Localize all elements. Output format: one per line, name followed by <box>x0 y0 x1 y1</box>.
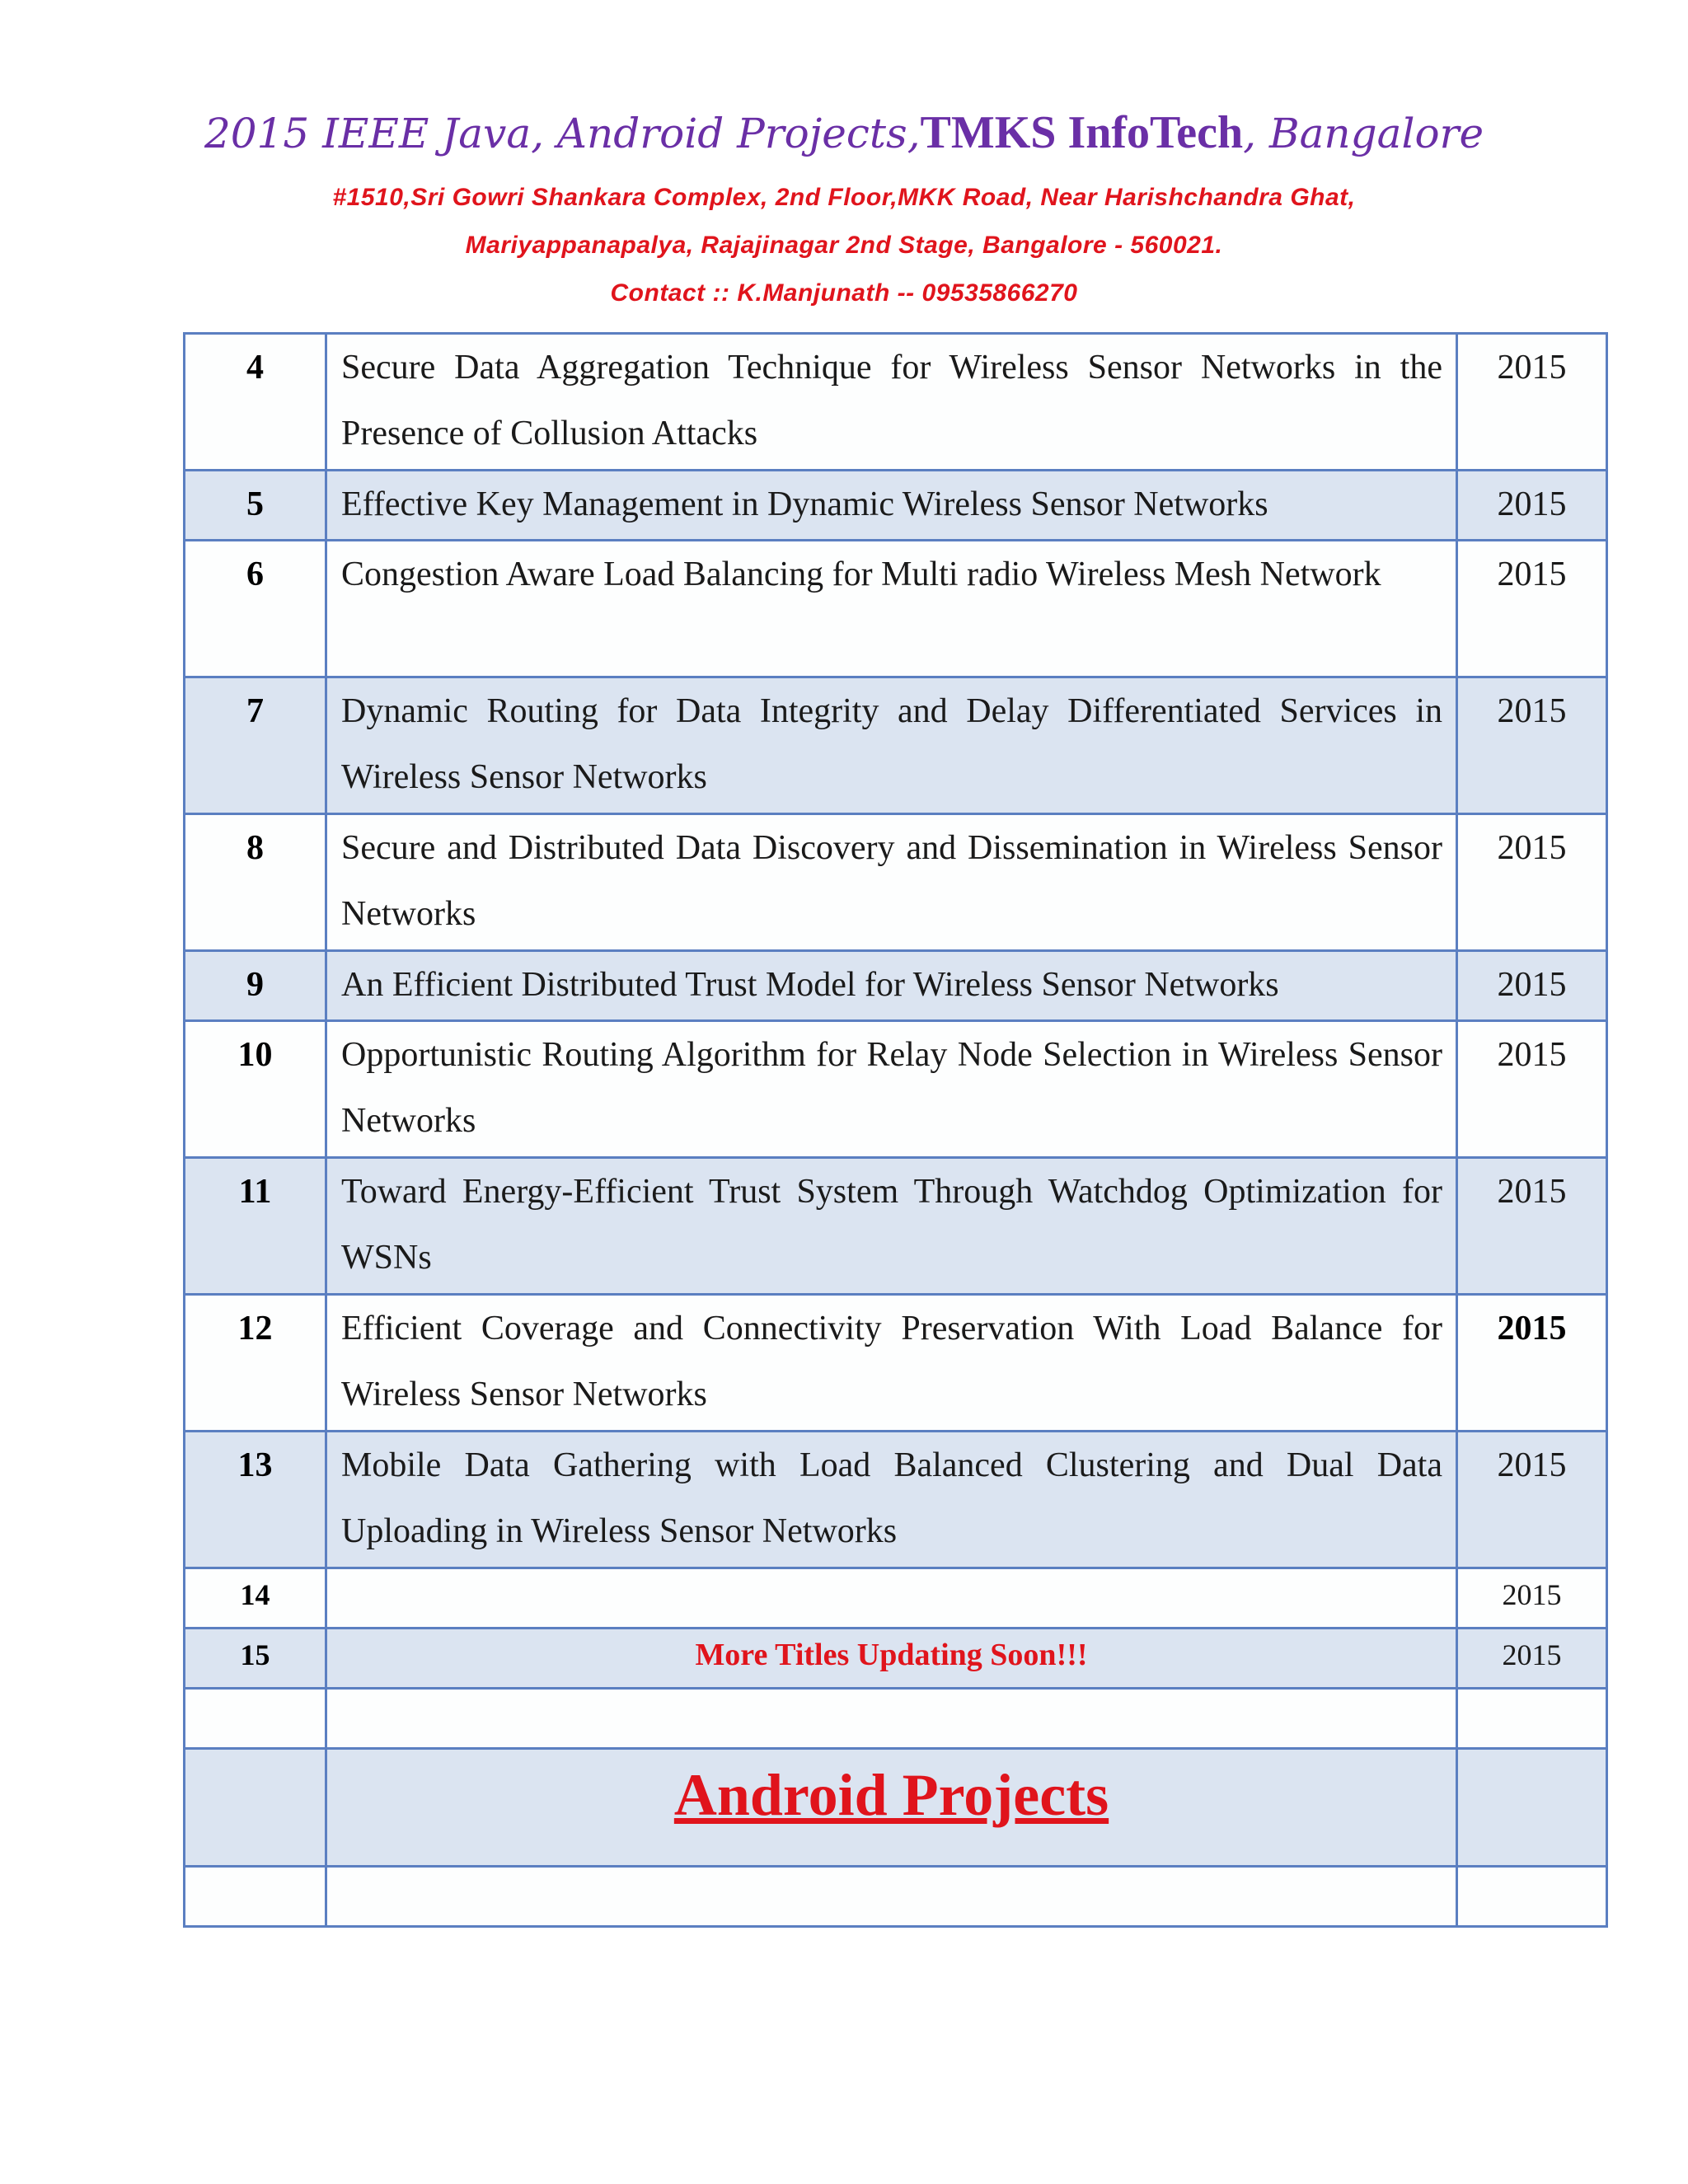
project-number: 7 <box>185 677 326 814</box>
projects-table <box>183 332 1608 1928</box>
project-title: Dynamic Routing for Data Integrity and Delay Differentiated Services in Wireless Sensor Networks <box>326 677 1457 814</box>
table-row <box>185 677 1607 814</box>
project-year: 2015 <box>1457 1629 1607 1689</box>
table-row <box>185 1568 1607 1629</box>
project-number: 5 <box>185 471 326 541</box>
address-line-1: #1510,Sri Gowri Shankara Complex, 2nd Floor,MKK Road, Near Harishchandra Ghat, <box>332 184 1356 211</box>
project-title: An Efficient Distributed Trust Model for Wireless Sensor Networks <box>326 951 1457 1021</box>
project-year: 2015 <box>1457 1158 1607 1295</box>
project-year: 2015 <box>1457 334 1607 471</box>
table-row <box>185 334 1607 471</box>
android-section-row <box>185 1749 1607 1867</box>
project-year: 2015 <box>1457 1021 1607 1158</box>
project-title: Secure Data Aggregation Technique for Wireless Sensor Networks in the Presence of Collusion Attacks <box>326 334 1457 471</box>
project-title: Toward Energy-Efficient Trust System Through Watchdog Optimization for WSNs <box>326 1158 1457 1295</box>
empty-cell <box>1457 1867 1607 1927</box>
project-year: 2015 <box>1457 1295 1607 1432</box>
empty-cell <box>326 1689 1457 1749</box>
project-year: 2015 <box>1457 814 1607 951</box>
android-projects-heading: Android Projects <box>326 1749 1457 1867</box>
empty-cell <box>326 1867 1457 1927</box>
table-row <box>185 471 1607 541</box>
table-row-empty <box>185 1867 1607 1927</box>
project-number: 12 <box>185 1295 326 1432</box>
project-number: 15 <box>185 1629 326 1689</box>
project-number: 14 <box>185 1568 326 1629</box>
project-number: 11 <box>185 1158 326 1295</box>
title-suffix: , Bangalore <box>1243 110 1484 157</box>
empty-cell <box>185 1867 326 1927</box>
empty-cell <box>1457 1689 1607 1749</box>
table-row-empty <box>185 1689 1607 1749</box>
project-year: 2015 <box>1457 677 1607 814</box>
project-title: Opportunistic Routing Algorithm for Relay Node Selection in Wireless Sensor Networks <box>326 1021 1457 1158</box>
table-row <box>185 541 1607 677</box>
address-line-2: Mariyappanapalya, Rajajinagar 2nd Stage, Bangalore - 560021. <box>465 232 1223 259</box>
page-header <box>0 97 1688 317</box>
project-number: 8 <box>185 814 326 951</box>
empty-cell <box>1457 1749 1607 1867</box>
project-number: 10 <box>185 1021 326 1158</box>
project-number: 6 <box>185 541 326 677</box>
table-row <box>185 951 1607 1021</box>
project-title: Secure and Distributed Data Discovery and Dissemination in Wireless Sensor Networks <box>326 814 1457 951</box>
project-title: Mobile Data Gathering with Load Balanced Clustering and Dual Data Uploading in Wireless Sensor Networks <box>326 1432 1457 1568</box>
page-title <box>0 97 1688 169</box>
project-title: Congestion Aware Load Balancing for Multi radio Wireless Mesh Network <box>326 541 1457 677</box>
table-row <box>185 814 1607 951</box>
project-title: Effective Key Management in Dynamic Wireless Sensor Networks <box>326 471 1457 541</box>
more-titles-notice: More Titles Updating Soon!!! <box>326 1629 1457 1689</box>
project-year: 2015 <box>1457 471 1607 541</box>
empty-cell <box>185 1749 326 1867</box>
project-number: 4 <box>185 334 326 471</box>
project-title: Efficient Coverage and Connectivity Preservation With Load Balance for Wireless Sensor Networks <box>326 1295 1457 1432</box>
project-number: 9 <box>185 951 326 1021</box>
table-row <box>185 1629 1607 1689</box>
title-prefix: 2015 IEEE Java, Android Projects, <box>204 110 921 157</box>
company-name: TMKS InfoTech <box>920 107 1244 158</box>
project-year: 2015 <box>1457 1432 1607 1568</box>
table-row <box>185 1295 1607 1432</box>
table-row <box>185 1432 1607 1568</box>
project-year: 2015 <box>1457 1568 1607 1629</box>
project-year: 2015 <box>1457 541 1607 677</box>
project-number: 13 <box>185 1432 326 1568</box>
project-title <box>326 1568 1457 1629</box>
project-year: 2015 <box>1457 951 1607 1021</box>
table-row <box>185 1158 1607 1295</box>
contact-line: Contact :: K.Manjunath -- 09535866270 <box>610 279 1078 307</box>
table-row <box>185 1021 1607 1158</box>
empty-cell <box>185 1689 326 1749</box>
